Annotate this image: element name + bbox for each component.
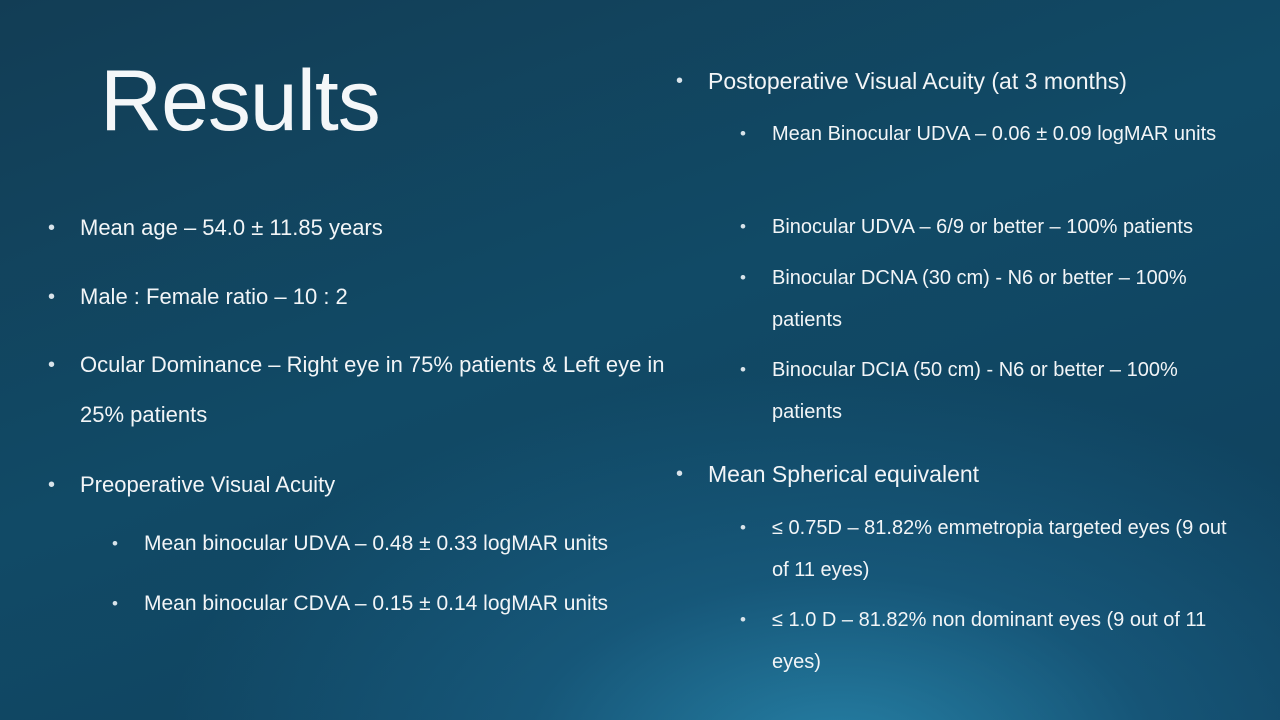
bullet-text: ≤ 0.75D – 81.82% emmetropia targeted eyes (9 out of 11 eyes) bbox=[772, 517, 1227, 581]
bullet-postoperative-heading bbox=[676, 56, 1248, 106]
bullet-dot: • bbox=[48, 474, 56, 496]
bullet-text: Preoperative Visual Acuity bbox=[80, 472, 336, 497]
bullet-dot: • bbox=[740, 124, 746, 143]
bullet-preoperative-heading bbox=[48, 460, 660, 510]
sub-bullet-post-mean-udva bbox=[740, 113, 1232, 155]
bullet-text: Binocular UDVA – 6/9 or better – 100% patients bbox=[772, 216, 1193, 238]
sub-bullet-post-udva-69 bbox=[740, 206, 1252, 248]
sub-bullet-preop-cdva bbox=[112, 583, 664, 625]
bullet-text: Binocular DCIA (50 cm) - N6 or better – 100% patients bbox=[772, 359, 1178, 423]
slide-title: Results bbox=[100, 53, 380, 149]
bullet-text: Mean binocular CDVA – 0.15 ± 0.14 logMAR units bbox=[144, 592, 609, 615]
bullet-dot: • bbox=[676, 70, 684, 92]
bullet-text: Mean binocular UDVA – 0.48 ± 0.33 logMAR units bbox=[144, 532, 609, 555]
bullet-dot: • bbox=[676, 463, 684, 485]
bullet-mean-age bbox=[48, 203, 660, 253]
sub-bullet-preop-udva bbox=[112, 523, 664, 565]
bullet-dot: • bbox=[112, 594, 118, 613]
bullet-spherical-heading bbox=[676, 449, 1248, 499]
bullet-text: Ocular Dominance – Right eye in 75% patients & Left eye in 25% patients bbox=[80, 352, 665, 427]
bullet-text: Mean Binocular UDVA – 0.06 ± 0.09 logMAR units bbox=[772, 123, 1217, 145]
bullet-dot: • bbox=[48, 217, 56, 239]
bullet-dot: • bbox=[740, 268, 746, 287]
bullet-dot: • bbox=[112, 534, 118, 553]
bullet-gender-ratio bbox=[48, 272, 660, 322]
bullet-dot: • bbox=[740, 610, 746, 629]
bullet-dot: • bbox=[740, 518, 746, 537]
bullet-text: Mean age – 54.0 ± 11.85 years bbox=[80, 215, 383, 240]
bullet-text: Binocular DCNA (30 cm) - N6 or better – 100% patients bbox=[772, 267, 1187, 331]
bullet-dot: • bbox=[740, 217, 746, 236]
bullet-text: ≤ 1.0 D – 81.82% non dominant eyes (9 out of 11 eyes) bbox=[772, 609, 1207, 673]
sub-bullet-post-dcia bbox=[740, 349, 1232, 433]
bullet-ocular-dominance bbox=[48, 340, 670, 440]
bullet-dot: • bbox=[48, 354, 56, 376]
bullet-dot: • bbox=[740, 360, 746, 379]
bullet-dot: • bbox=[48, 286, 56, 308]
bullet-text: Mean Spherical equivalent bbox=[708, 461, 980, 487]
sub-bullet-spherical-non-dominant bbox=[740, 599, 1242, 683]
bullet-text: Postoperative Visual Acuity (at 3 months) bbox=[708, 68, 1127, 94]
bullet-text: Male : Female ratio – 10 : 2 bbox=[80, 284, 348, 309]
sub-bullet-spherical-emmetropia bbox=[740, 507, 1242, 591]
sub-bullet-post-dcna bbox=[740, 257, 1232, 341]
